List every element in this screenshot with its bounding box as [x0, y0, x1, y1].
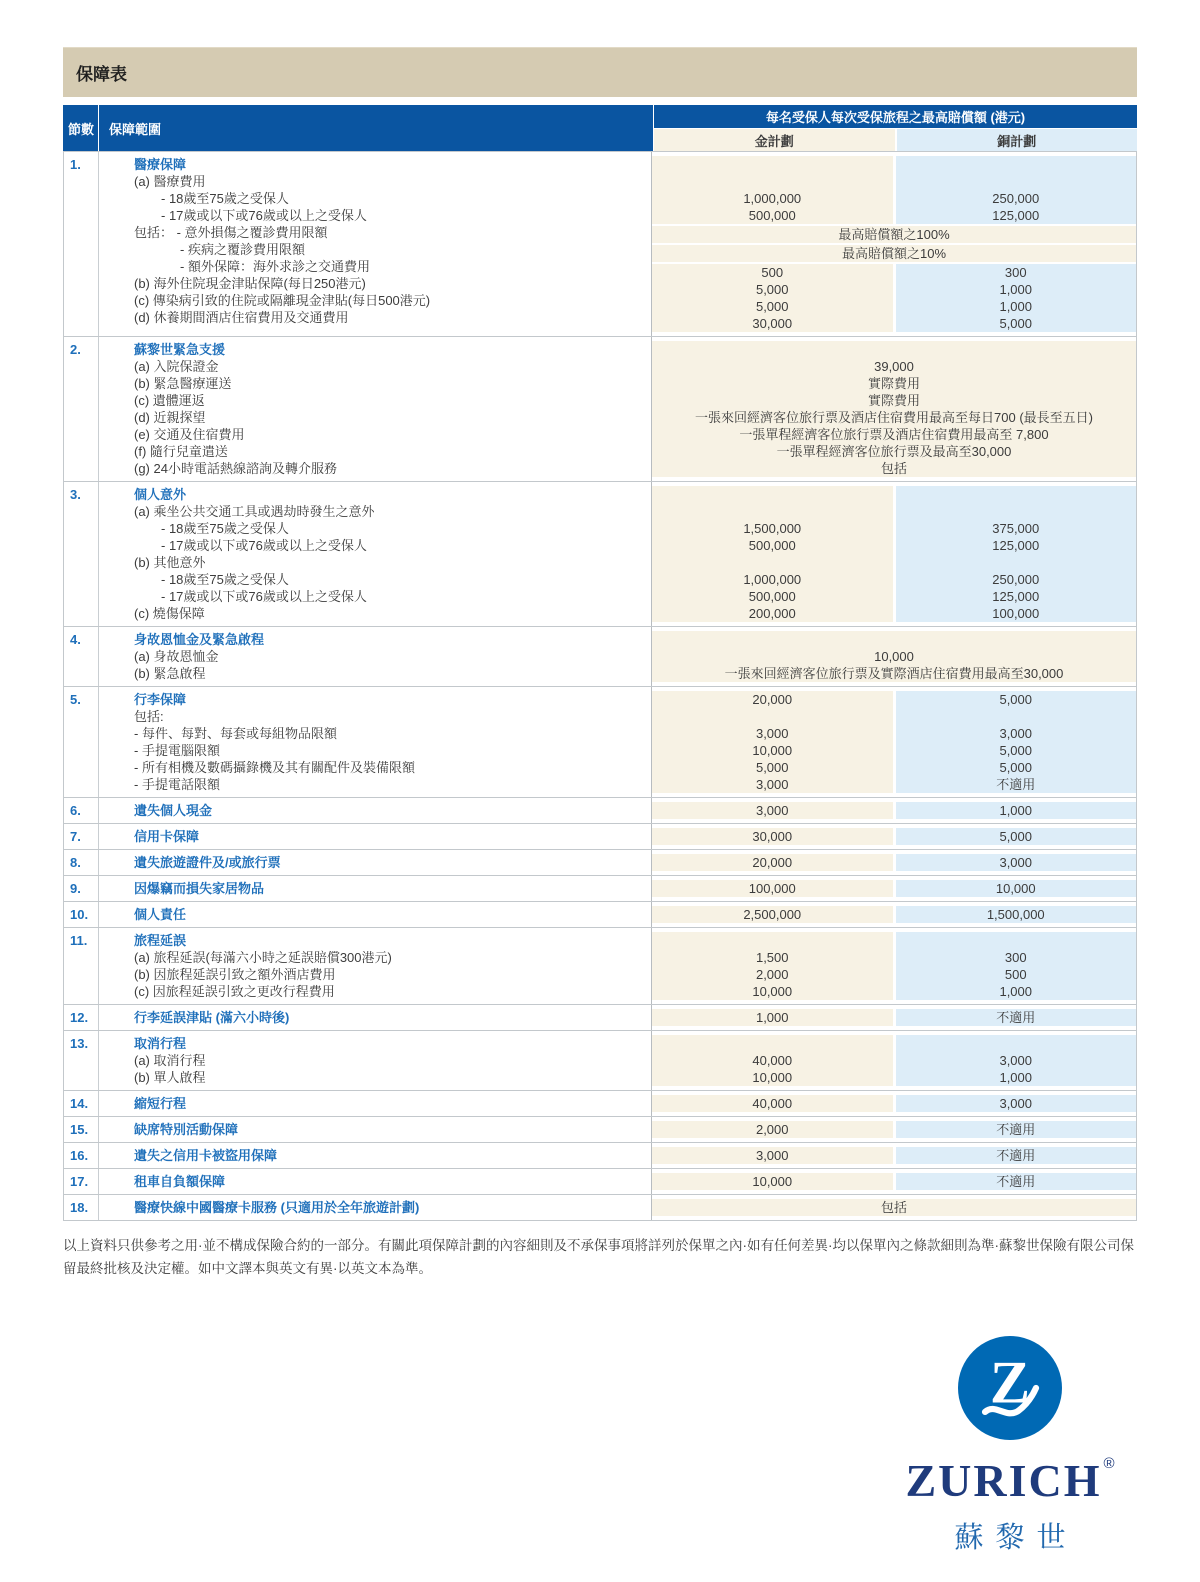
- row-title: 旅程延誤: [134, 933, 187, 948]
- row-scope-cell: [99, 1195, 652, 1220]
- table-row: [64, 1005, 1136, 1031]
- benefit-amount-bronze: 300: [1004, 265, 1027, 280]
- benefit-line: (b) 海外住院現金津貼保障(每日250港元): [134, 276, 366, 291]
- row-number: 12.: [64, 1005, 99, 1030]
- benefit-amount-gold: [652, 173, 893, 190]
- benefit-amount-gold: 200,000: [748, 606, 796, 621]
- row-scope-cell: [99, 627, 652, 686]
- plan-values-segment: [652, 932, 1136, 1000]
- gold-plan-column: [652, 156, 893, 224]
- benefit-amount-bronze: [896, 486, 1137, 503]
- row-title: 蘇黎世緊急支援: [134, 342, 226, 357]
- benefit-note: 一張來回經濟客位旅行票及實際酒店住宿費用最高至30,000: [724, 666, 1064, 681]
- row-title: 醫療快線中國醫療卡服務 (只適用於全年旅遊計劃): [134, 1200, 420, 1215]
- zurich-chinese-name: 蘇黎世: [954, 1522, 1078, 1554]
- benefit-amount-bronze: 125,000: [992, 208, 1040, 223]
- benefit-line: - 每件、每對、每套或每組物品限額: [134, 726, 337, 741]
- gold-plan-column: [652, 1095, 893, 1112]
- table-row: [64, 482, 1136, 627]
- row-scope-cell: [99, 850, 652, 875]
- plan-values-segment: [652, 156, 1136, 224]
- gold-plan-column: [652, 264, 893, 332]
- benefit-amount-gold: 10,000: [752, 1070, 793, 1085]
- table-header: [63, 105, 1137, 151]
- benefit-line: (b) 其他意外: [134, 555, 206, 570]
- row-title: 遺失旅遊證件及/或旅行票: [134, 855, 281, 870]
- benefit-amount-bronze: 125,000: [992, 538, 1040, 553]
- table-row: [64, 337, 1136, 482]
- row-title: 因爆竊而損失家居物品: [134, 881, 265, 896]
- row-values-cell: [652, 928, 1136, 1004]
- gold-plan-column: [652, 854, 893, 871]
- benefit-line: 包括:: [134, 709, 164, 724]
- gold-plan-column: [652, 486, 893, 622]
- benefit-amount-gold: 500,000: [748, 589, 796, 604]
- benefit-note: 最高賠償額之10%: [841, 246, 947, 261]
- benefit-amount-gold: 3,000: [755, 726, 789, 741]
- benefit-amount-gold: 1,000,000: [743, 572, 802, 587]
- benefit-amount-gold: 40,000: [752, 1053, 793, 1068]
- benefit-line: - 手提電腦限額: [134, 743, 220, 758]
- column-header-gold-plan: 金計劃: [654, 129, 897, 151]
- benefit-line: (b) 緊急醫療運送: [134, 376, 232, 391]
- gold-plan-column: [652, 880, 893, 897]
- bronze-plan-column: [896, 854, 1137, 871]
- benefit-amount-gold: 500: [761, 265, 784, 280]
- benefit-amount-gold: 2,000: [755, 967, 789, 982]
- benefit-amount-gold: [652, 1035, 893, 1052]
- benefit-amount-gold: 5,000: [755, 299, 789, 314]
- plan-values-segment: [652, 802, 1136, 819]
- benefit-amount-bronze: 3,000: [999, 1096, 1033, 1111]
- row-number: 14.: [64, 1091, 99, 1116]
- benefit-amount-bronze: 1,000: [999, 282, 1033, 297]
- benefit-amount-bronze: 100,000: [992, 606, 1040, 621]
- table-row: [64, 1143, 1136, 1169]
- row-number: 17.: [64, 1169, 99, 1194]
- benefit-note: 10,000: [874, 649, 914, 664]
- plan-values-segment: [652, 1095, 1136, 1112]
- benefit-amount-bronze: 不適用: [996, 1174, 1036, 1189]
- row-number: 7.: [64, 824, 99, 849]
- gold-plan-column: [652, 802, 893, 819]
- benefit-amount-bronze: [896, 932, 1137, 949]
- plan-values-segment: [652, 906, 1136, 923]
- table-row: [64, 627, 1136, 687]
- bronze-plan-column: [896, 1009, 1137, 1026]
- row-title: 行李延誤津貼 (滿六小時後): [134, 1010, 290, 1025]
- row-values-cell: [652, 798, 1136, 823]
- benefit-amount-gold: 2,500,000: [743, 907, 802, 922]
- column-header-scope: 保障範圍: [98, 105, 653, 151]
- row-number: 18.: [64, 1195, 99, 1220]
- row-number: 1.: [64, 152, 99, 336]
- benefit-amount-bronze: 3,000: [999, 726, 1033, 741]
- row-values-cell: [652, 876, 1136, 901]
- document-content: [63, 47, 1137, 1280]
- table-row: [64, 798, 1136, 824]
- row-number: 5.: [64, 687, 99, 797]
- plan-values-segment: [652, 1147, 1136, 1164]
- benefit-amount-bronze: 125,000: [992, 589, 1040, 604]
- row-scope-cell: [99, 152, 652, 336]
- row-values-cell: [652, 824, 1136, 849]
- benefit-amount-bronze: [896, 554, 1137, 571]
- benefit-line: - 17歲或以下或76歲或以上之受保人: [161, 538, 367, 553]
- benefit-line: (e) 交通及住宿費用: [134, 427, 245, 442]
- svg-text:Z: Z: [989, 1349, 1031, 1417]
- gold-plan-column: [652, 1009, 893, 1026]
- row-scope-cell: [99, 1031, 652, 1090]
- gold-plan-column: [652, 1035, 893, 1086]
- benefit-note: 最高賠償額之100%: [838, 227, 950, 242]
- footer-disclaimer: 以上資料只供參考之用·並不構成保險合約的一部分。有關此項保障計劃的內容細則及不承保事項將詳列於保單之內·如有任何差異·均以保單內之條款細則為準·蘇黎世保險有限公司保留最終批核及決定權。如中文譯本與英文有異·以英文本為準。: [63, 1238, 1134, 1276]
- table-row: [64, 824, 1136, 850]
- bronze-plan-column: [896, 1147, 1137, 1164]
- row-title: 缺席特別活動保障: [134, 1122, 239, 1137]
- column-header-max-benefit: 每名受保人每次受保旅程之最高賠償額 (港元): [654, 105, 1137, 129]
- benefit-amount-gold: 3,000: [755, 777, 789, 792]
- zurich-brand-text: ZURICH: [905, 1455, 1102, 1506]
- shared-value-segment: [652, 631, 1136, 682]
- bronze-plan-column: [896, 1173, 1137, 1190]
- row-values-cell: [652, 1195, 1136, 1220]
- row-title: 信用卡保障: [134, 829, 200, 844]
- table-row: [64, 1195, 1136, 1220]
- benefit-line: - 手提電話限額: [134, 777, 220, 792]
- table-row: [64, 876, 1136, 902]
- row-number: 9.: [64, 876, 99, 901]
- bronze-plan-column: [896, 1035, 1137, 1086]
- shared-value-segment: [652, 245, 1136, 262]
- row-number: 3.: [64, 482, 99, 626]
- bronze-plan-column: [896, 906, 1137, 923]
- benefit-amount-gold: 1,500,000: [743, 521, 802, 536]
- benefit-line: - 額外保障：海外求診之交通費用: [180, 259, 370, 274]
- plan-values-segment: [652, 1035, 1136, 1086]
- row-scope-cell: [99, 902, 652, 927]
- bronze-plan-column: [896, 691, 1137, 793]
- bronze-plan-column: [896, 486, 1137, 622]
- document-title-bar: [63, 47, 1137, 97]
- benefit-line: (c) 傳染病引致的住院或隔離現金津貼(每日500港元): [134, 293, 431, 308]
- row-title: 行李保障: [134, 692, 187, 707]
- plan-values-segment: [652, 691, 1136, 793]
- gold-plan-column: [652, 1173, 893, 1190]
- table-row: [64, 1031, 1136, 1091]
- gold-plan-column: [652, 932, 893, 1000]
- benefit-note: 39,000: [874, 359, 914, 374]
- table-row: [64, 902, 1136, 928]
- benefit-note: 包括: [880, 461, 907, 476]
- benefit-line: (b) 單人啟程: [134, 1070, 206, 1085]
- benefit-line: - 17歲或以下或76歲或以上之受保人: [161, 208, 367, 223]
- row-number: 6.: [64, 798, 99, 823]
- benefit-amount-gold: [652, 156, 893, 173]
- plan-values-segment: [652, 1173, 1136, 1190]
- table-row: [64, 687, 1136, 798]
- benefit-amount-gold: 30,000: [752, 829, 793, 844]
- benefit-note: 一張單程經濟客位旅行票及酒店住宿費用最高至 7,800: [739, 427, 1049, 442]
- benefit-amount-gold: 500,000: [748, 208, 796, 223]
- row-values-cell: [652, 902, 1136, 927]
- benefit-amount-bronze: 500: [1004, 967, 1027, 982]
- row-scope-cell: [99, 687, 652, 797]
- benefit-amount-bronze: 不適用: [996, 1010, 1036, 1025]
- table-row: [64, 850, 1136, 876]
- benefit-note: 實際費用: [867, 393, 920, 408]
- benefit-amount-bronze: 5,000: [999, 829, 1033, 844]
- benefit-line: - 所有相機及數碼攝錄機及其有關配件及裝備限額: [134, 760, 415, 775]
- benefit-amount-bronze: 1,000: [999, 1070, 1033, 1085]
- row-scope-cell: [99, 1117, 652, 1142]
- benefit-line: (c) 因旅程延誤引致之更改行程費用: [134, 984, 335, 999]
- benefit-amount-gold: 20,000: [752, 692, 793, 707]
- zurich-wordmark: [905, 1456, 1114, 1504]
- row-scope-cell: [99, 1005, 652, 1030]
- row-title: 個人責任: [134, 907, 187, 922]
- benefit-amount-bronze: 5,000: [999, 743, 1033, 758]
- row-title: 醫療保障: [134, 157, 187, 172]
- gold-plan-column: [652, 828, 893, 845]
- registered-trademark-symbol: ®: [1103, 1455, 1115, 1472]
- plan-values-segment: [652, 264, 1136, 332]
- benefit-amount-gold: [652, 486, 893, 503]
- page-title: 保障表: [76, 65, 127, 84]
- column-header-bronze-plan: 銅計劃: [897, 129, 1138, 151]
- column-header-section: 節數: [63, 105, 98, 151]
- benefit-amount-bronze: 5,000: [999, 692, 1033, 707]
- benefit-amount-gold: 10,000: [752, 743, 793, 758]
- benefit-amount-gold: 10,000: [752, 984, 793, 999]
- bronze-plan-column: [896, 828, 1137, 845]
- benefit-amount-bronze: 1,000: [999, 299, 1033, 314]
- bronze-plan-column: [896, 156, 1137, 224]
- row-values-cell: [652, 1091, 1136, 1116]
- benefit-amount-gold: 5,000: [755, 760, 789, 775]
- benefit-line: - 17歲或以下或76歲或以上之受保人: [161, 589, 367, 604]
- benefit-line: (b) 因旅程延誤引致之額外酒店費用: [134, 967, 336, 982]
- gold-plan-column: [652, 906, 893, 923]
- table-row: [64, 1091, 1136, 1117]
- benefit-amount-gold: 1,000,000: [743, 191, 802, 206]
- row-number: 15.: [64, 1117, 99, 1142]
- benefit-amount-bronze: 375,000: [992, 521, 1040, 536]
- benefit-amount-bronze: 300: [1004, 950, 1027, 965]
- benefit-line: (b) 緊急啟程: [134, 666, 206, 681]
- benefit-line: - 18歲至75歲之受保人: [161, 191, 289, 206]
- row-values-cell: [652, 482, 1136, 626]
- benefit-amount-bronze: 1,500,000: [986, 907, 1045, 922]
- benefit-line: (a) 乘坐公共交通工具或遇劫時發生之意外: [134, 504, 375, 519]
- benefit-line: (a) 身故恩恤金: [134, 649, 219, 664]
- row-number: 8.: [64, 850, 99, 875]
- row-scope-cell: [99, 1143, 652, 1168]
- benefit-line: (c) 遺體運返: [134, 393, 205, 408]
- benefit-amount-gold: [652, 708, 893, 725]
- row-title: 租車自負額保障: [134, 1174, 226, 1189]
- benefit-amount-gold: [652, 932, 893, 949]
- table-body: [63, 151, 1137, 1221]
- gold-plan-column: [652, 1147, 893, 1164]
- row-values-cell: [652, 337, 1136, 481]
- row-values-cell: [652, 152, 1136, 336]
- row-number: 10.: [64, 902, 99, 927]
- shared-value-segment: [652, 226, 1136, 243]
- gold-plan-column: [652, 1121, 893, 1138]
- row-number: 11.: [64, 928, 99, 1004]
- bronze-plan-column: [896, 932, 1137, 1000]
- benefit-line: (a) 取消行程: [134, 1053, 206, 1068]
- benefit-line: (d) 近親探望: [134, 410, 206, 425]
- benefit-line: (c) 燒傷保障: [134, 606, 205, 621]
- benefit-amount-bronze: 250,000: [992, 572, 1040, 587]
- table-row: [64, 1117, 1136, 1143]
- row-scope-cell: [99, 928, 652, 1004]
- benefit-amount-bronze: [896, 156, 1137, 173]
- benefit-amount-bronze: 3,000: [999, 1053, 1033, 1068]
- bronze-plan-column: [896, 802, 1137, 819]
- bronze-plan-column: [896, 1095, 1137, 1112]
- row-title: 身故恩恤金及緊急啟程: [134, 632, 265, 647]
- benefit-amount-gold: 2,000: [755, 1122, 789, 1137]
- benefit-amount-gold: [652, 554, 893, 571]
- benefit-amount-bronze: 不適用: [996, 1148, 1036, 1163]
- benefit-line: (a) 旅程延誤(每滿六小時之延誤賠償300港元): [134, 950, 392, 965]
- table-row: [64, 1169, 1136, 1195]
- benefit-amount-bronze: [896, 708, 1137, 725]
- benefit-amount-gold: 40,000: [752, 1096, 793, 1111]
- benefit-note: 一張來回經濟客位旅行票及酒店住宿費用最高至每日700 (最長至五日): [695, 410, 1093, 425]
- benefit-amount-bronze: 250,000: [992, 191, 1040, 206]
- bronze-plan-column: [896, 880, 1137, 897]
- benefit-line: 包括： - 意外損傷之覆診費用限額: [134, 225, 328, 240]
- benefit-amount-bronze: [896, 173, 1137, 190]
- row-values-cell: [652, 1169, 1136, 1194]
- row-values-cell: [652, 1005, 1136, 1030]
- benefit-amount-gold: 5,000: [755, 282, 789, 297]
- plan-headers: [654, 129, 1137, 151]
- row-title: 遺失個人現金: [134, 803, 213, 818]
- benefit-note: 一張單程經濟客位旅行票及最高至30,000: [776, 444, 1012, 459]
- row-title: 縮短行程: [134, 1096, 187, 1111]
- benefit-amount-gold: 20,000: [752, 855, 793, 870]
- row-scope-cell: [99, 1091, 652, 1116]
- benefit-line: (a) 醫療費用: [134, 174, 206, 189]
- row-scope-cell: [99, 482, 652, 626]
- benefit-line: - 18歲至75歲之受保人: [161, 572, 289, 587]
- benefit-line: (a) 入院保證金: [134, 359, 219, 374]
- benefit-amount-bronze: 5,000: [999, 316, 1033, 331]
- benefit-amount-gold: 1,500: [755, 950, 789, 965]
- shared-value-segment: [652, 341, 1136, 477]
- row-title: 個人意外: [134, 487, 187, 502]
- shared-value-segment: [652, 1199, 1136, 1216]
- bronze-plan-column: [896, 264, 1137, 332]
- benefit-amount-gold: 3,000: [755, 1148, 789, 1163]
- row-title: 遺失之信用卡被盜用保障: [134, 1148, 278, 1163]
- benefit-amount-gold: 100,000: [748, 881, 796, 896]
- benefit-note: 包括: [880, 1200, 907, 1215]
- benefit-amount-gold: 1,000: [755, 1010, 789, 1025]
- row-scope-cell: [99, 824, 652, 849]
- benefit-amount-bronze: [896, 503, 1137, 520]
- benefit-line: (d) 休養期間酒店住宿費用及交通費用: [134, 310, 349, 325]
- row-number: 2.: [64, 337, 99, 481]
- row-values-cell: [652, 627, 1136, 686]
- benefit-amount-gold: 30,000: [752, 316, 793, 331]
- benefit-note: 實際費用: [867, 376, 920, 391]
- row-scope-cell: [99, 798, 652, 823]
- plan-values-segment: [652, 1009, 1136, 1026]
- plan-values-segment: [652, 880, 1136, 897]
- row-scope-cell: [99, 876, 652, 901]
- zurich-logo: [880, 1336, 1140, 1553]
- benefit-line: - 疾病之覆診費用限額: [180, 242, 305, 257]
- row-title: 取消行程: [134, 1036, 187, 1051]
- row-values-cell: [652, 1031, 1136, 1090]
- benefit-amount-bronze: 10,000: [995, 881, 1036, 896]
- benefit-amount-bronze: 5,000: [999, 760, 1033, 775]
- row-number: 4.: [64, 627, 99, 686]
- benefit-amount-gold: 500,000: [748, 538, 796, 553]
- benefit-amount-bronze: 3,000: [999, 855, 1033, 870]
- row-values-cell: [652, 1117, 1136, 1142]
- benefit-amount-bronze: 1,000: [999, 984, 1033, 999]
- row-scope-cell: [99, 1169, 652, 1194]
- row-values-cell: [652, 1143, 1136, 1168]
- plan-values-segment: [652, 828, 1136, 845]
- row-number: 16.: [64, 1143, 99, 1168]
- benefit-amount-bronze: 不適用: [996, 1122, 1036, 1137]
- plan-values-segment: [652, 486, 1136, 622]
- row-number: 13.: [64, 1031, 99, 1090]
- zurich-z-monogram-icon: [958, 1336, 1062, 1440]
- row-values-cell: [652, 850, 1136, 875]
- benefit-amount-gold: 3,000: [755, 803, 789, 818]
- benefit-amount-bronze: 1,000: [999, 803, 1033, 818]
- benefit-amount-bronze: 不適用: [996, 777, 1036, 792]
- benefit-amount-gold: [652, 503, 893, 520]
- gold-plan-column: [652, 691, 893, 793]
- row-values-cell: [652, 687, 1136, 797]
- row-scope-cell: [99, 337, 652, 481]
- benefit-line: - 18歲至75歲之受保人: [161, 521, 289, 536]
- column-header-values: [653, 105, 1137, 151]
- table-row: [64, 152, 1136, 337]
- table-row: [64, 928, 1136, 1005]
- bronze-plan-column: [896, 1121, 1137, 1138]
- benefit-line: (f) 隨行兒童遣送: [134, 444, 228, 459]
- benefit-amount-bronze: [896, 1035, 1137, 1052]
- plan-values-segment: [652, 1121, 1136, 1138]
- benefit-amount-gold: 10,000: [752, 1174, 793, 1189]
- benefit-line: (g) 24小時電話熱線諮詢及轉介服務: [134, 461, 337, 476]
- plan-values-segment: [652, 854, 1136, 871]
